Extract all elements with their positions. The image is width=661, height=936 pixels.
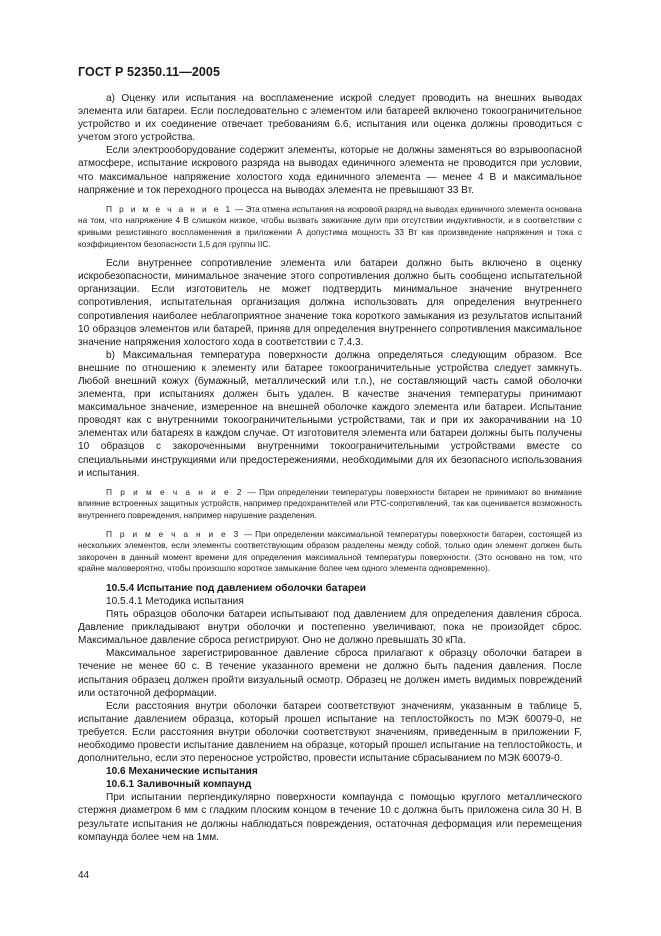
section-10-6-1-heading: 10.6.1 Заливочный компаунд — [106, 779, 252, 791]
note-1 — [78, 204, 582, 250]
section-10-6-heading: 10.6 Механические испытания — [106, 766, 258, 778]
document-body — [78, 92, 582, 844]
section-10-5-4-heading: 10.5.4 Испытание под давлением оболочки батареи — [106, 582, 366, 594]
paragraph-distances: Если расстояния внутри оболочки батареи соответствуют значениям, указанным в таблице 5, испытание давлением образца, который прошел испытание на теплостойкость по МЭК 60079-0, не требуется. Если расстояния внутри оболочки соответствуют значениям, приведенным в приложении F, необходимо провести испытание давлением на образце, который прошел испытание на теплостойкость, и дополнительно, если это переносное устройство, провести испытание сбрасыванием по МЭК 60079-0. — [78, 700, 582, 765]
page-number: 44 — [78, 870, 90, 881]
document-header: ГОСТ Р 52350.11—2005 — [78, 65, 221, 79]
note-1-label: П р и м е ч а н и е 1 — [106, 203, 233, 214]
paragraph-b: b) Максимальная температура поверхности должна определяться следующим образом. Все внешние по отношению к элементу или батарее токоограничительные устройства следует замкнуть. Любой внешний кожух (бумажный, металлический или т.п.), не составляющий часть самой оболочки элемента, при испытаниях должен быть удален. В качестве значения температуры принимают максимальное значение, измеренное на внешней оболочке каждого элемента или батареи. Испытание проводят как с внутренними токоограничительными устройствами, так и при их закорачивании на 10 элементах или батареях в каждом случае. От изготовителя элемента или батареи должны быть получены 10 образцов с закороченными внутренними токоограничительными устройствами вместе со специальными инструкциями или предостережениями, необходимыми для их безопасного использования и испытания. — [78, 349, 582, 479]
note-3-label: П р и м е ч а н и е 3 — [106, 528, 241, 539]
paragraph-compound-test: При испытании перпендикулярно поверхности компаунда с помощью круглого металлического стержня диаметром 6 мм с гладким плоским концом в течение 10 с должна быть приложена сила 30 Н. В результате испытания не должны наблюдаться повреждения, остаточная деформация или перемещения компаунда более чем на 1мм. — [78, 792, 582, 843]
note-3 — [78, 529, 582, 575]
paragraph-internal-resistance: Если внутреннее сопротивление элемента или батареи должно быть включено в оценку искробезопасности, минимальное значение этого сопротивления должно быть сообщено испытательной организации. Если изготовитель не может подтвердить минимальное значение внутреннего сопротивления, испытательная организация должна использовать для определения внутреннего сопротивления наиболее неблагоприятное значение тока короткого замыкания из результатов испытаний 10 образцов элементов или батарей, приняв для определения внутреннего сопротивления максимальное значение напряжения холостого хода в соответствии с 7.4.3. — [78, 258, 582, 348]
note-2 — [78, 487, 582, 522]
paragraph-pressure-samples: Пять образцов оболочки батареи испытывают под давлением для определения давления сброса. Давление прикладывают внутри оболочки и постепенно увеличивают, пока не произойдет сброс. Максимальное давление сброса регистрируют. Оно не должно превышать 30 кПа. — [78, 609, 582, 647]
note-1-text: — Эта отмена испытания на искровой разряд на выводах единичного элемента основана на том, что напряжение 4 В слишком низкое, чтобы вызвать зажигание дуги при отсутствии индуктивности, и в соответствии с кривыми резистивного воспламенения в приложении А допустима мощность 33 Вт как произведение напряжения и тока с коэффициентом безопасности 1,5 для группы IIС. — [78, 203, 582, 249]
paragraph-electrical-equipment: Если электрооборудование содержит элементы, которые не должны заменяться во взрывоопасной атмосфере, испытание искрового разряда на выводах единичного элемента не проводится при условии, что максимальное напряжение холостого хода единичного элемента — менее 4 В и максимальное напряжение и ток переходного процесса на выводах элемента не превышают 33 Вт. — [78, 145, 582, 196]
section-10-5-4-1-heading: 10.5.4.1 Методика испытания — [106, 595, 244, 607]
note-2-text: — При определении температуры поверхности батареи не принимают во внимание влияние встроенных защитных устройств, например предохранителей или РТС-сопротивлений, так как оценивается возможность внутреннего повреждения, например нарушение разделения. — [78, 486, 582, 520]
paragraph-pressure-hold: Максимальное зарегистрированное давление сброса прилагают к образцу оболочки батареи в течение не менее 60 с. В течение указанного времени не должно быть падения давления. После испытания образец должен пройти визуальный осмотр. Образец не должен иметь видимых повреждений или остаточной деформации. — [78, 648, 582, 699]
note-2-label: П р и м е ч а н и е 2 — [106, 486, 244, 497]
paragraph-a: а) Оценку или испытания на воспламенение искрой следует проводить на внешних выводах элемента или батареи. Если последовательно с элементом или батареей включено токоограничительное устройство и их соединение отвечает требованиям 6.6, испытания или оценка должны проводиться с учетом этого устройства. — [78, 93, 582, 144]
note-3-text: — При определении максимальной температуры поверхности батареи, состоящей из нескольких элементов, если элементы соответствующим образом разделены между собой, только один элемент должен быть закорочен в данный момент времени для определения максимальной температуры поверхности. (Это основано на том, что крайне маловероятно, чтобы произошло короткое замыкание более чем одного элемента одновременно). — [78, 528, 582, 574]
